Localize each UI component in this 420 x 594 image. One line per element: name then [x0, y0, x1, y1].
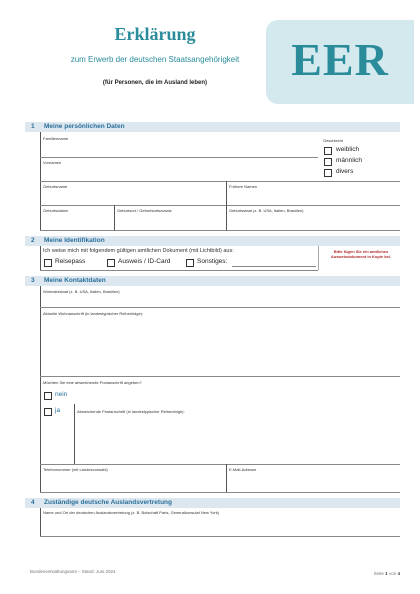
page-prefix: Seite: [373, 571, 384, 576]
divers-checkbox[interactable]: [324, 169, 332, 177]
geburtsort-divider: [226, 205, 227, 230]
telefon-divider: [226, 464, 227, 492]
geburtsdatum-divider: [114, 205, 115, 230]
wohnanschrift-field[interactable]: [40, 376, 400, 377]
section-3-left-rule: [40, 286, 41, 492]
geburtsstaat-label: Geburtsstaat (z. B. USA, Italien, Brasilien): [229, 208, 304, 213]
section-3-title: Meine Kontaktdaten: [44, 277, 106, 284]
ausweis-label: Ausweis / ID-Card: [118, 258, 171, 265]
page-current: 1: [385, 571, 388, 576]
section-3-number: 3: [31, 277, 35, 284]
familienname-label: Familienname: [43, 136, 69, 141]
footer-issuer: Bundesverwaltungsamt – Stand: Juni 2024: [30, 569, 116, 574]
section-2-header: [25, 236, 400, 246]
sonstiges-checkbox[interactable]: [186, 259, 194, 267]
page-total: 4: [397, 571, 400, 576]
postanschrift-divider: [74, 404, 75, 464]
geburtsname-divider: [226, 181, 227, 205]
section-4-title: Zuständige deutsche Auslandsvertretung: [44, 499, 172, 506]
email-label: E-Mail-Adresse: [229, 467, 257, 472]
auslandsvertretung-label: Name und Ort der deutschen Auslandsvertretung (z. B. Botschaft Paris, Generalkonsulat New York): [43, 510, 220, 515]
auslandsvertretung-field[interactable]: [40, 536, 400, 537]
identifikation-bottom-rule: [40, 270, 318, 271]
form-code-badge: EER: [291, 34, 389, 85]
maennlich-checkbox[interactable]: [324, 158, 332, 166]
kontakt-field[interactable]: [40, 492, 400, 493]
divers-label: divers: [336, 168, 354, 175]
section-2-title: Meine Identifikation: [44, 237, 105, 244]
geburtsname-label: Geburtsname: [43, 184, 68, 189]
geburtsdaten-field[interactable]: [40, 230, 400, 231]
geburtsort-label: Geburtsort / Geburtsortszusatz: [117, 208, 172, 213]
maennlich-label: männlich: [336, 157, 363, 164]
abweichende-postanschrift-label: Abweichende Postanschrift (in landestypischer Reihenfolge):: [77, 409, 185, 414]
ausweis-kopie-hinweis: Bitte fügen Sie ein amtliches Ausweisdokument in Kopie bei.: [330, 249, 392, 259]
wohnsitzstaat-field[interactable]: [40, 307, 400, 308]
postanschrift-nein-checkbox[interactable]: [44, 392, 52, 400]
postanschrift-ja-label: ja: [55, 407, 61, 414]
weiblich-label: weiblich: [336, 146, 360, 153]
telefon-label: Telefonnummer (mit Landesvorwahl): [43, 467, 108, 472]
form-title: Erklärung: [114, 24, 196, 44]
reisepass-label: Reisepass: [55, 258, 86, 265]
geschlecht-label: Geschlecht: [323, 138, 344, 143]
postanschrift-field[interactable]: [40, 464, 400, 465]
geburtsname-field[interactable]: [40, 205, 400, 206]
reisepass-checkbox[interactable]: [44, 259, 52, 267]
section-2-left-rule: [40, 246, 41, 270]
vornamen-field[interactable]: [40, 181, 400, 182]
section-3-header: [25, 276, 400, 286]
identifikation-intro: Ich weise mich mit folgendem gültigen amtlichen Dokument (mit Lichtbild) aus:: [43, 248, 234, 254]
section-1-number: 1: [31, 123, 35, 130]
postanschrift-ja-checkbox[interactable]: [44, 408, 52, 416]
form-audience-note: (für Personen, die im Ausland leben): [102, 80, 208, 86]
page-indicator: [374, 571, 400, 576]
postanschrift-frage: Möchten Sie eine abweichende Postanschrift angeben?: [43, 380, 142, 385]
postanschrift-nein-label: nein: [55, 391, 68, 398]
page-mid: von: [388, 571, 397, 576]
familienname-field[interactable]: [40, 157, 318, 158]
form-subtitle: zum Erwerb der deutschen Staatsangehörigkeit: [70, 55, 240, 64]
section-4-header: [25, 498, 400, 508]
section-4-number: 4: [31, 499, 35, 506]
identifikation-divider: [318, 246, 319, 270]
sonstiges-label: Sonstiges:: [197, 258, 228, 265]
sonstiges-input[interactable]: [232, 266, 316, 267]
wohnanschrift-label: Aktuelle Wohnanschrift (in landestypischer Reihenfolge):: [43, 311, 144, 316]
section-1-title: Meine persönlichen Daten: [44, 123, 125, 130]
ausweis-checkbox[interactable]: [107, 259, 115, 267]
weiblich-checkbox[interactable]: [324, 147, 332, 155]
wohnsitzstaat-label: Wohnsitzstaat (z. B. USA, Italien, Brasilien): [43, 289, 120, 294]
vornamen-label: Vornamen: [43, 160, 62, 165]
section-1-header: [25, 122, 400, 132]
fruehere-namen-label: Frühere Namen: [229, 184, 258, 189]
geburtsdatum-label: Geburtsdatum: [43, 208, 69, 213]
section-4-left-rule: [40, 508, 41, 536]
section-2-number: 2: [31, 237, 35, 244]
